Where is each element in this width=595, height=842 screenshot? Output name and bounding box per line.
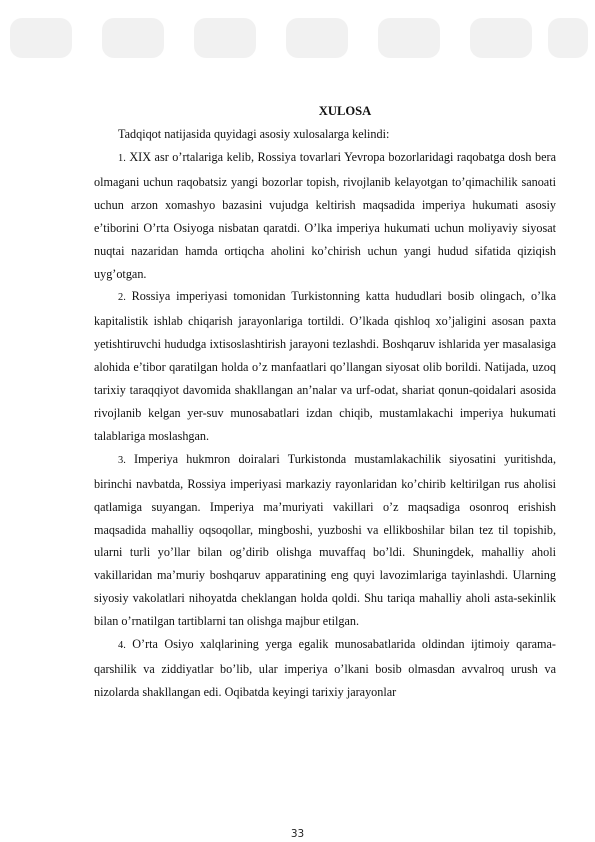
page-number: 33 — [290, 828, 305, 840]
conclusion-item-4 — [94, 633, 556, 704]
conclusion-item-1 — [94, 146, 556, 285]
item-text: O’rta Osiyo xalqlarining yerga egalik munosabatlarida oldindan ijtimoiy qarama-qarshilik va ziddiyatlar bo’lib, ular imperiya o’lkani bosib olmasdan avvalroq urush va nizolarda shakllangan edi. Oqibatda keyingi tarixiy jarayonlar — [94, 637, 556, 699]
intro-text: Tadqiqot natijasida quyidagi asosiy xulosalarga kelindi: — [118, 127, 390, 141]
item-text: Imperiya hukmron doiralari Turkistonda mustamlakachilik siyosatini yuritishda, birinchi navbatda, Rossiya imperiyasi markaziy rayonlaridan ko’chirib keltirilgan rus aholisi qatlamiga suyangan. Imperiya ma’muriyati vakillari o’z maqsadiga osonroq erishish maqsadida mahalliy oqsoqollar, mingboshi, yuzboshi va ellikboshilar bilan tez til topishib, ularni turli yo’llar bilan og’dirib olishga muvaffaq bo’ldi. Shuningdek, mahalliy aholi vakillaridan ma’muriy boshqaruv apparatining eng quyi lavozimlariga tayinlashdi. Ularning siyosiy vakolatlari nihoyatda cheklangan holda qoldi. Shu tariqa mahalliy aholi asta-sekinlik bilan o’rnatilgan tartiblarni tan olishga majbur etilgan. — [94, 451, 556, 629]
item-number: 1. — [118, 153, 126, 164]
page-title: XULOSA — [318, 104, 372, 118]
item-text: XIX asr o’rtalariga kelib, Rossiya tovarlari Yevropa bozorlaridagi raqobatga dosh bera olmagani uchun raqobatsiz yangi bozorlar topish, rivojlanib kelayotgan to’qimachilik sanoati uchun arzon xomashyo bazasini vujudga keltirish maqsadida imperiya hukumati asosiy e’tiborini O’rta Osiyoga nisbatan qaratdi. O’lka imperiya hukumati uchun moliyaviy siyosat nuqtai nazaridan hamda ortiqcha aholini ko’chirish uchun yangi hudud sifatida qiziqish uyg’otgan. — [94, 150, 556, 281]
watermark-pattern — [0, 0, 595, 80]
document-page — [94, 100, 556, 704]
item-number: 4. — [118, 640, 126, 652]
item-number: 2. — [118, 292, 126, 304]
item-text: Rossiya imperiyasi tomonidan Turkistonning katta hududlari bosib olingach, o’lka kapitalistik ishlab chiqarish jarayonlariga tortildi. O’lkada qishloq xo’jaligini asosan paxta yetishtiruvchi hududga ixtisoslashtirish jarayoni tezlashdi. Boshqaruv ishlarida yer masalasiga alohida e’tibor qaratilgan holda o’z manfaatlari qo’llangan siyosat olib borildi. Natijada, uzoq tarixiy taraqqiyot davomida shakllangan an’nalar va urf-odat, shariat qonun-qoidalari asosida rivojlanib kelgan yer-suv munosabatlari izdan chiqib, mustamlakachi imperiya hukumati talablariga moslashgan. — [94, 289, 556, 443]
conclusion-item-2 — [94, 285, 556, 447]
item-number: 3. — [118, 454, 126, 466]
conclusion-item-3 — [94, 448, 556, 633]
